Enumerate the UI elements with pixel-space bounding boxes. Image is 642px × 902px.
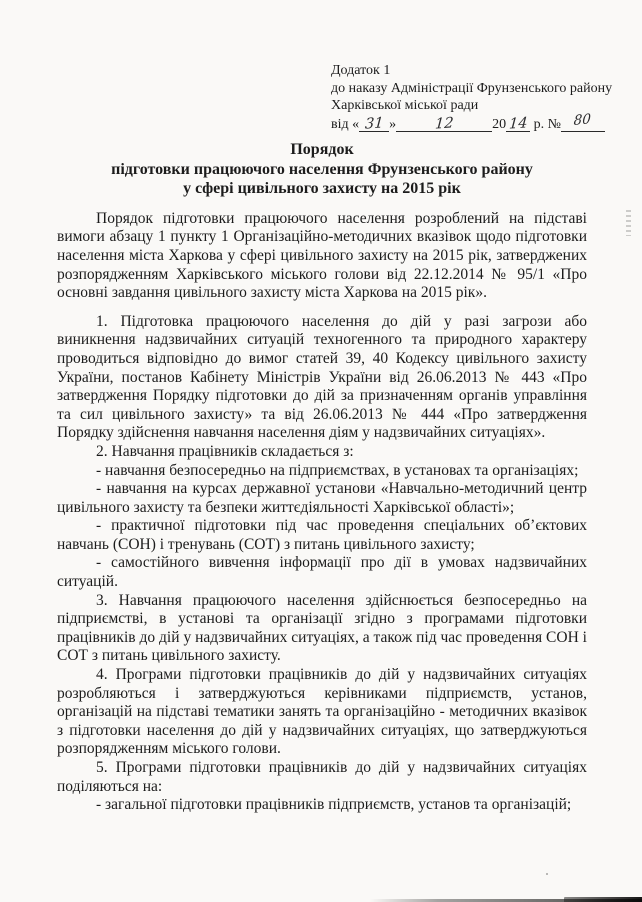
document-body-column bbox=[57, 140, 587, 815]
para-dash-item: - навчання на курсах державної установи «Навчально-методичний центр цивільного захисту та безпеки життєдіяльності Харківської області»; bbox=[57, 480, 587, 516]
appendix-line: до наказу Адміністрації Фрунзенського району bbox=[331, 80, 613, 96]
handwritten-month: 12 bbox=[434, 115, 454, 133]
document-paragraphs bbox=[57, 210, 587, 815]
month-blank bbox=[396, 116, 492, 132]
year-blank bbox=[506, 116, 530, 132]
handwritten-number: 80 bbox=[573, 110, 592, 129]
handwritten-day: 31 bbox=[364, 115, 384, 133]
title-line-3: у сфері цивільного захисту на 2015 рік bbox=[183, 180, 461, 198]
para-item-1: 1. Підготовка працюючого населення до дій у разі загрози або виникнення надзвичайних ситуацій техногенного та природного характеру проводиться відповідно до вимог статей 39, 40 Кодексу цивільного захисту України, постанов Кабінету Міністрів України від 26.06.2013 № 443 «Про затвердження Порядку підготовки до дій за призначенням органів управління та сил цивільного захисту» та від 26.06.2013 № 444 «Про затвердження Порядку здійснення навчання населення діям у надзвичайних ситуаціях». bbox=[57, 312, 587, 442]
para-item-3: 3. Навчання працюючого населення здійснюється безпосередньо на підприємстві, в установі та організації згідно з програмами підготовки працівників до дій у надзвичайних ситуаціях, а також під час проведення СОН і СОТ з питань цивільного захисту. bbox=[57, 591, 587, 665]
title-line-2: підготовки працюючого населення Фрунзенського району bbox=[111, 160, 533, 178]
title-line-1: Порядок bbox=[290, 141, 354, 158]
appendix-line: Харківської міської ради bbox=[331, 98, 479, 114]
para-item-2: 2. Навчання працівників складається з: bbox=[96, 442, 354, 460]
appendix-line: Додаток 1 bbox=[331, 63, 391, 78]
para-dash-item: - навчання безпосередньо на підприємствах, в установах та організаціях; bbox=[96, 461, 579, 479]
appendix-reference-block bbox=[331, 62, 636, 133]
number-label: р. № bbox=[530, 116, 561, 132]
document-title bbox=[57, 140, 587, 199]
para-item-4: 4. Програми підготовки працівників до дій у надзвичайних ситуаціях розробляються і затверджуються керівниками підприємств, установ, організацій на підставі тематики занять та організаційно - методичних вказівок з підготовки населення до дій у надзвичайних ситуаціях, що затверджуються розпорядженням міського голови. bbox=[57, 666, 587, 758]
para-dash-item: - практичної підготовки під час проведення спеціальних об’єктових навчань (СОН) і тренувань (СОТ) з питань цивільного захисту; bbox=[57, 517, 587, 553]
para-item-5: 5. Програми підготовки працівників до дій у надзвичайних ситуаціях поділяються на: bbox=[57, 759, 587, 795]
date-prefix: від « bbox=[331, 116, 360, 132]
order-date-line bbox=[331, 110, 636, 134]
para-intro: Порядок підготовки працюючого населення розроблений на підставі вимоги абзацу 1 пункту 1 Організаційно-методичних вказівок щодо підготовки населення міста Харкова у сфері цивільного захисту на 2015 рік, затверджених розпорядженням Харківського міського голови від 22.12.2014 № 95/1 «Про основні завдання цивільного захисту міста Харкова на 2015 рік». bbox=[57, 209, 587, 302]
day-blank bbox=[359, 116, 389, 132]
year-prefix: 20 bbox=[492, 116, 507, 132]
number-blank bbox=[561, 110, 605, 132]
handwritten-year: 14 bbox=[508, 115, 528, 133]
para-dash-item: - самостійного вивчення інформації про дії в умовах надзвичайних ситуацій. bbox=[57, 554, 587, 591]
para-dash-item: - загальної підготовки працівників підприємств, установ та організацій; bbox=[96, 796, 572, 814]
scan-speck bbox=[546, 873, 548, 875]
scan-noise-dots bbox=[626, 210, 631, 236]
date-close-quote: » bbox=[389, 116, 397, 132]
scan-bottom-edge-dark bbox=[564, 897, 642, 902]
